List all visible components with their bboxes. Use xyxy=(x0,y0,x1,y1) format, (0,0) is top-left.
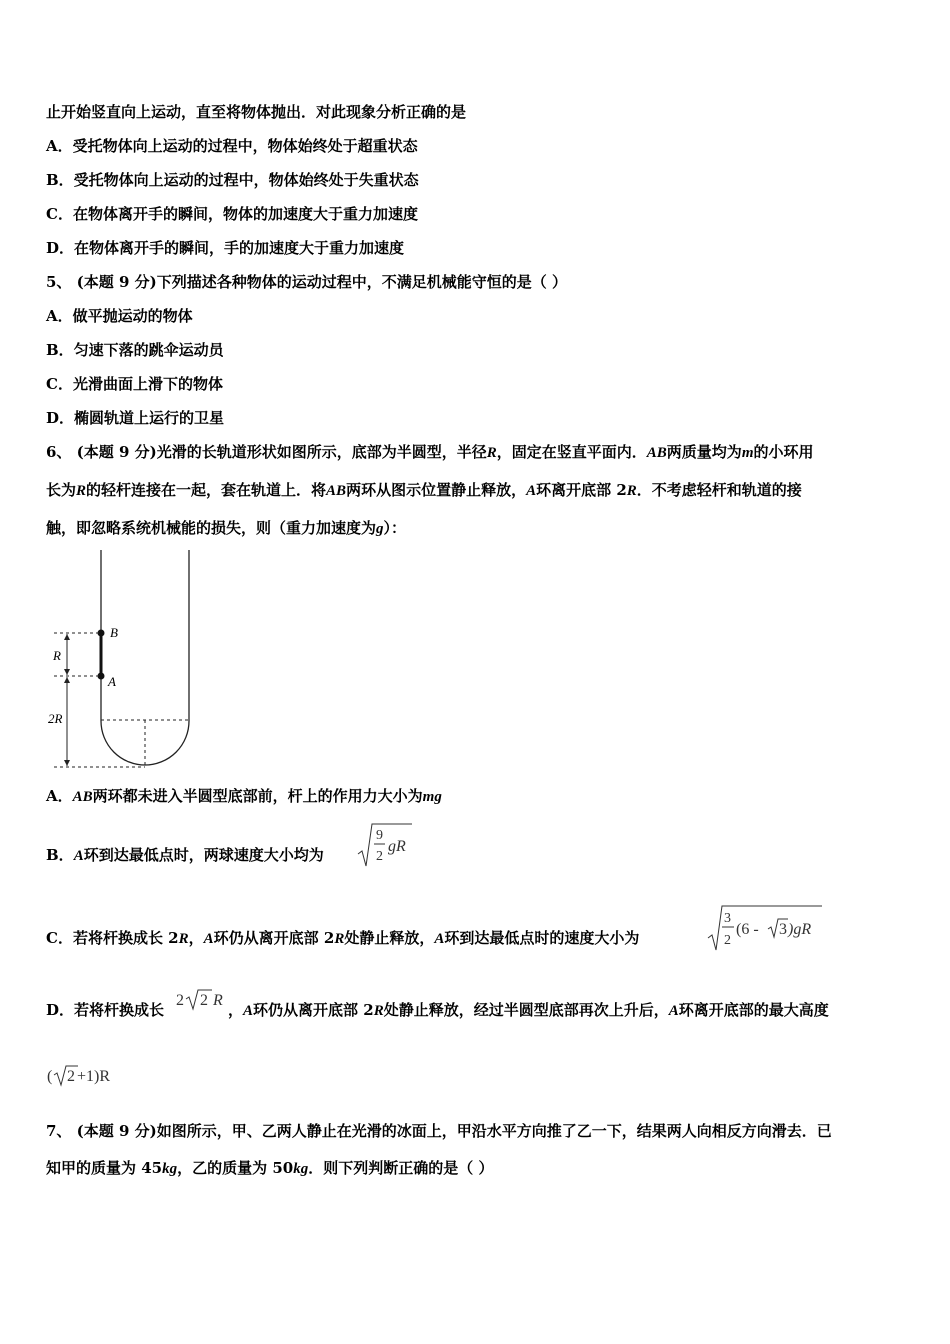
q6-stem-line-3: 触，即忽略系统机械能的损失，则（重力加速度为g）： xyxy=(46,519,407,537)
q4-option-c: C．在物体离开手的瞬间，物体的加速度大于重力加速度 xyxy=(46,205,418,223)
q7-stem-line-2: 知甲的质量为 45kg，乙的质量为 50kg．则下列判断正确的是（ ） xyxy=(46,1159,494,1177)
q7-stem-line-1: 7、 (本题 9 分)如图所示，甲、乙两人静止在光滑的冰面上，甲沿水平方向推了乙一下，结果两人向相反方向滑去．已 xyxy=(46,1122,832,1140)
svg-text:9: 9 xyxy=(376,828,383,843)
svg-text:(: ( xyxy=(47,1068,53,1085)
q5-option-a: A．做平抛运动的物体 xyxy=(46,307,193,325)
svg-text:3: 3 xyxy=(779,921,787,938)
q5-stem: 5、 (本题 9 分)下列描述各种物体的运动过程中，不满足机械能守恒的是（ ） xyxy=(46,273,567,291)
q6-option-c: C．若将杆换成长 2R，A环仍从离开底部 2R处静止释放，A环到达最低点时的速度大小为 xyxy=(46,929,640,947)
q5-option-d: D．椭圆轨道上运行的卫星 xyxy=(46,409,225,427)
q4-option-a: A．受托物体向上运动的过程中，物体始终处于超重状态 xyxy=(46,137,418,155)
svg-text:2: 2 xyxy=(376,849,383,864)
q5-option-c: C．光滑曲面上滑下的物体 xyxy=(46,375,223,393)
track-diagram xyxy=(46,548,206,773)
q6-option-b-formula xyxy=(356,820,416,870)
svg-text:+1)R: +1)R xyxy=(77,1068,111,1085)
q6-option-a: A．AB两环都未进入半圆型底部前，杆上的作用力大小为mg xyxy=(46,787,442,805)
q5-option-b: B．匀速下落的跳伞运动员 xyxy=(46,341,224,359)
q6-stem-line-2: 长为R的轻杆连接在一起，套在轨道上．将AB两环从图示位置静止释放，A环离开底部 2R．不考虑轻杆和轨道的接 xyxy=(46,481,802,499)
label-b: B xyxy=(110,625,118,640)
svg-text:gR: gR xyxy=(388,838,406,855)
svg-text:)gR: )gR xyxy=(788,921,812,938)
label-r: R xyxy=(53,648,61,663)
question-4-stem-end: 止开始竖直向上运动，直至将物体抛出．对此现象分析正确的是 xyxy=(46,103,467,121)
svg-text:2: 2 xyxy=(176,992,184,1009)
q6-option-d-length-formula xyxy=(174,985,234,1015)
q6-option-d-answer-formula xyxy=(46,1060,136,1090)
svg-text:(6 -: (6 - xyxy=(736,921,759,938)
svg-text:3: 3 xyxy=(724,911,731,926)
svg-text:2: 2 xyxy=(67,1068,75,1085)
q6-option-b: B．A环到达最低点时，两球速度大小均为 xyxy=(46,846,324,864)
label-a: A xyxy=(108,674,116,689)
svg-text:2: 2 xyxy=(200,992,208,1009)
q4-option-d: D．在物体离开手的瞬间，手的加速度大于重力加速度 xyxy=(46,239,405,257)
svg-text:R: R xyxy=(213,992,223,1009)
svg-text:2: 2 xyxy=(724,933,731,948)
q6-option-c-formula xyxy=(706,902,826,954)
q6-stem-line-1: 6、 (本题 9 分)光滑的长轨道形状如图所示，底部为半圆型，半径R，固定在竖直平面内．AB两质量均为m的小环用 xyxy=(46,443,814,461)
label-2r: 2R xyxy=(48,711,63,726)
q6-option-d: D．若将杆换成长 ，A环仍从离开底部 2R处静止释放，经过半圆型底部再次上升后，A环离开底部的最大高度 xyxy=(46,1001,829,1019)
q4-option-b: B．受托物体向上运动的过程中，物体始终处于失重状态 xyxy=(46,171,419,189)
